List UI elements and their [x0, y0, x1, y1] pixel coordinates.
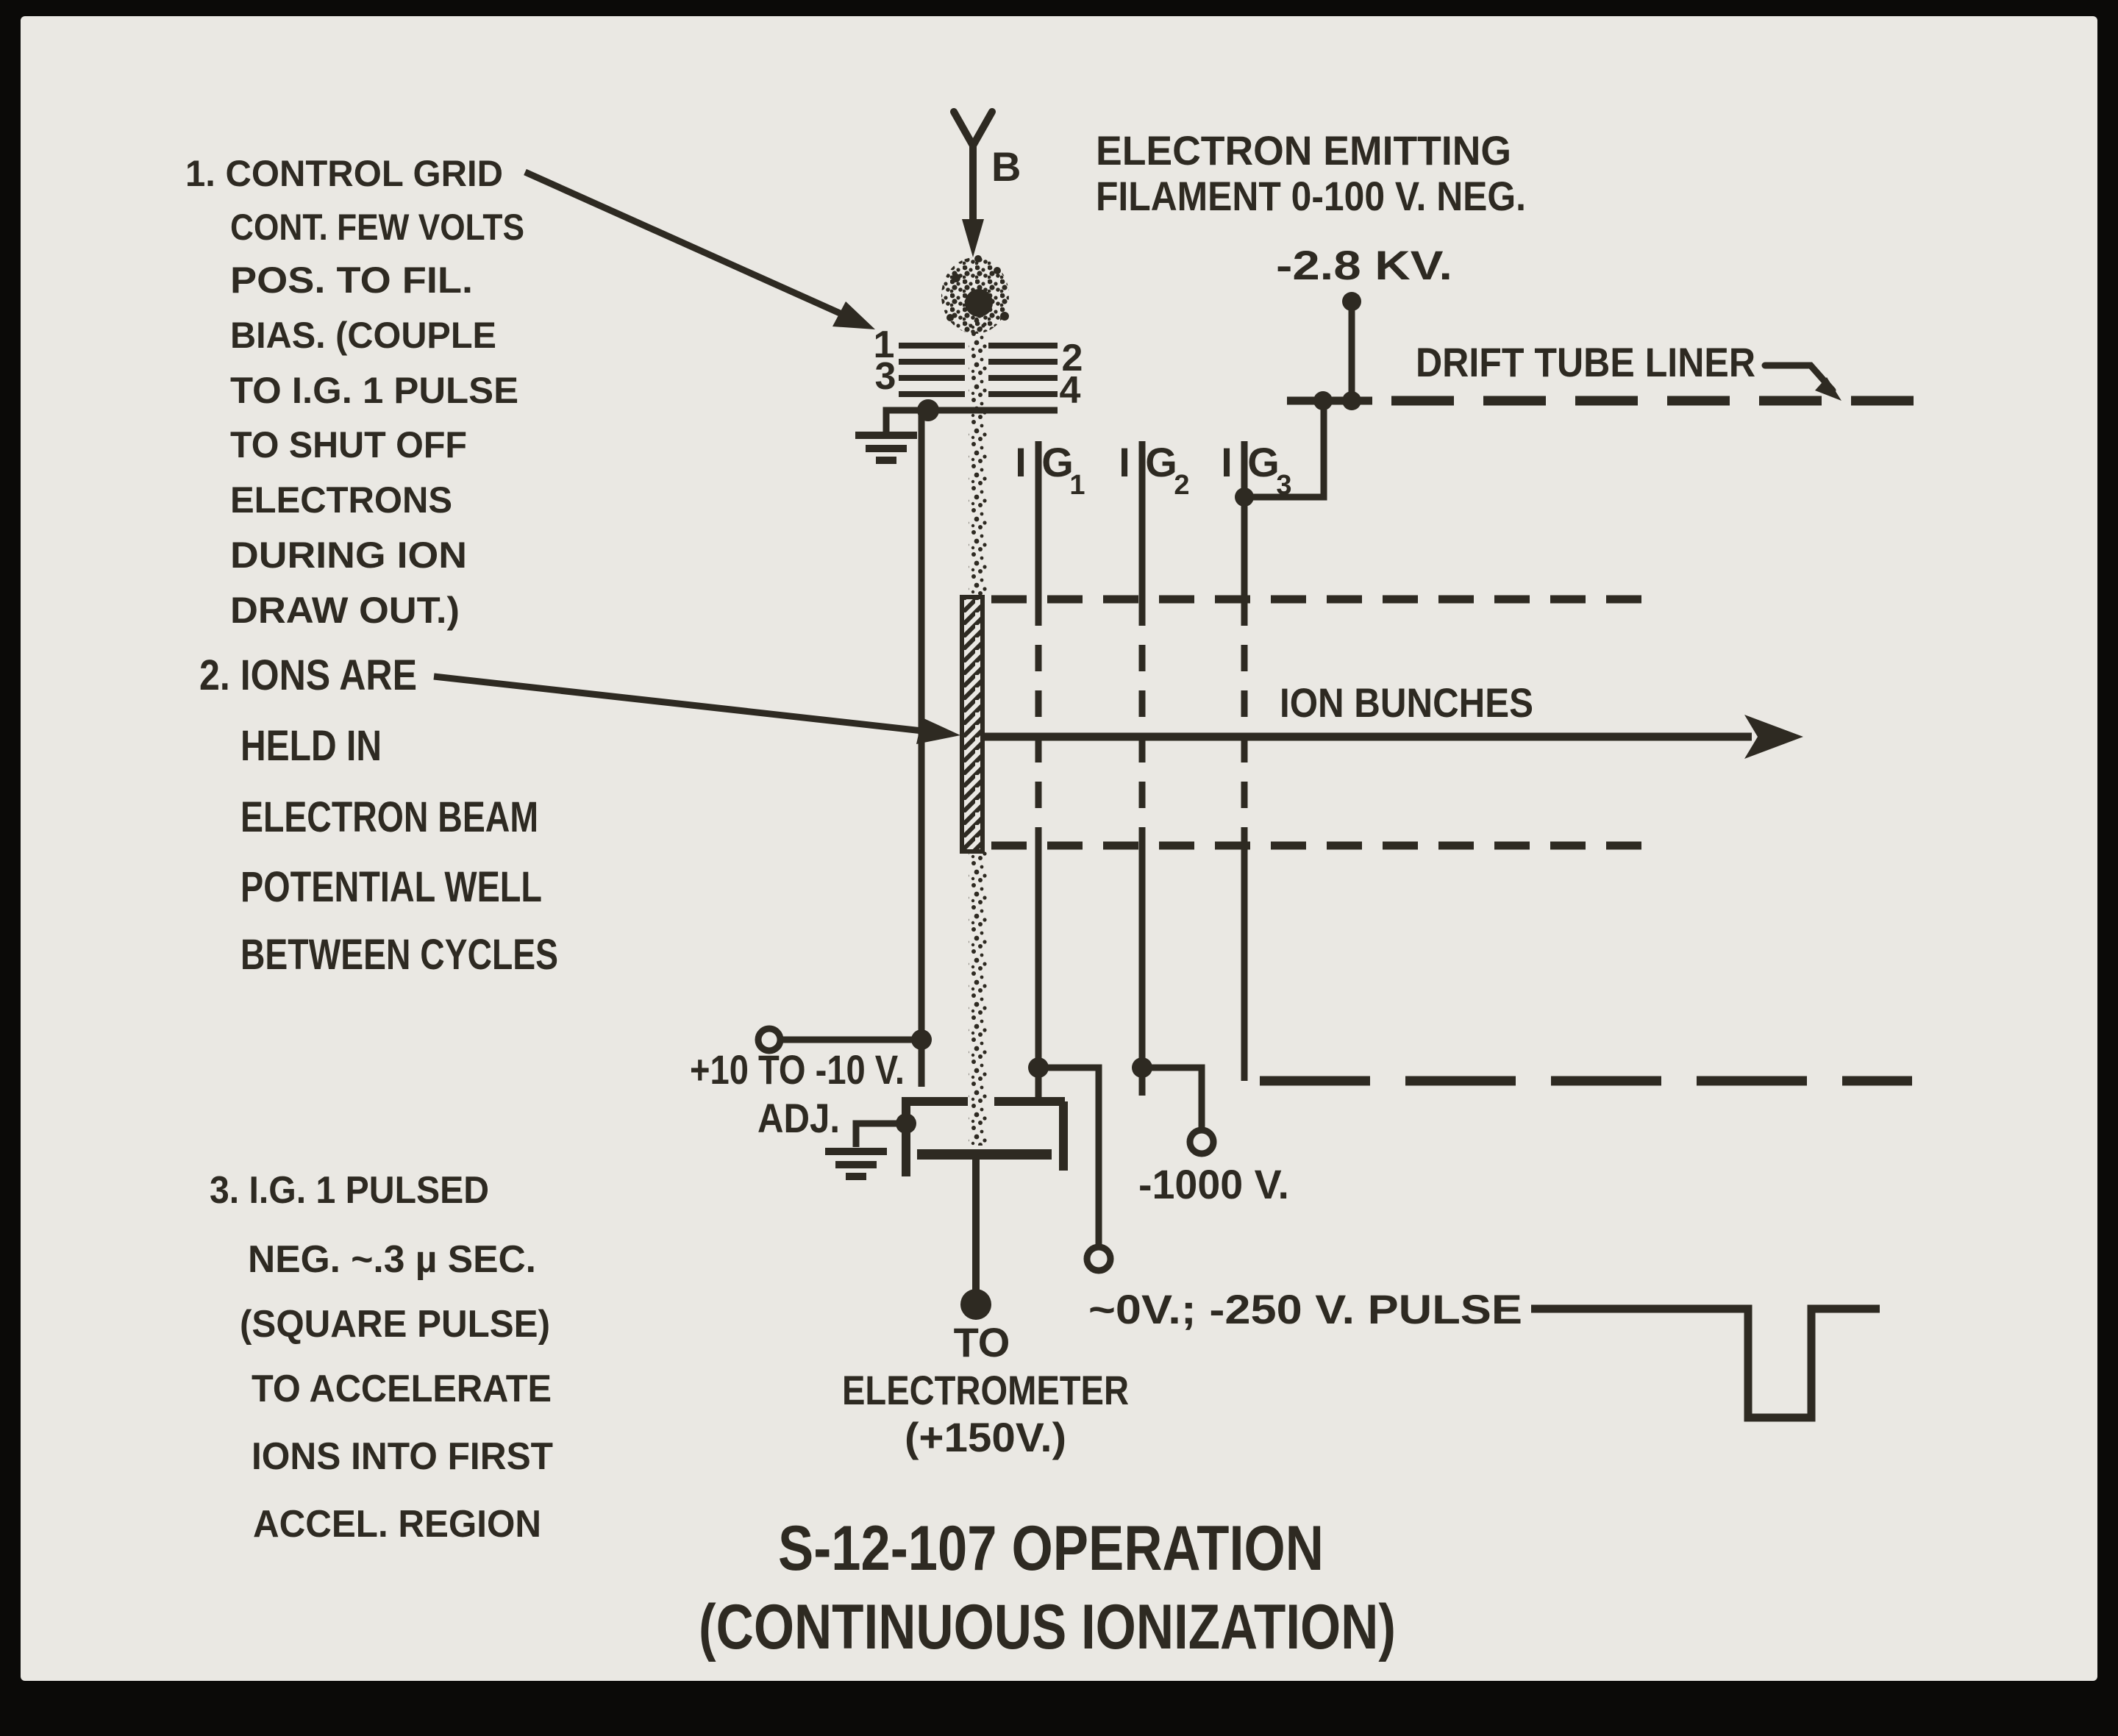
svg-text:(SQUARE PULSE): (SQUARE PULSE) [240, 1303, 550, 1346]
hv-supply-label: -2.8 KV. [1276, 242, 1452, 288]
svg-text:1: 1 [1069, 470, 1085, 501]
potential-well-bar [962, 597, 983, 851]
filament-label-line2: FILAMENT 0-100 V. NEG. [1096, 173, 1526, 219]
ig2-supply-terminal [1190, 1130, 1213, 1154]
diagram-title-line1: S-12-107 OPERATION [778, 1513, 1324, 1584]
svg-text:2. IONS ARE: 2. IONS ARE [199, 651, 417, 699]
svg-text:POS. TO FIL.: POS. TO FIL. [230, 260, 473, 301]
grid-number-1: 1 [873, 324, 895, 366]
electron-beam-upper [969, 316, 988, 597]
diagram-title-line2: (CONTINUOUS IONIZATION) [699, 1592, 1396, 1662]
svg-text:BIAS. (COUPLE: BIAS. (COUPLE [230, 315, 496, 356]
svg-text:TO SHUT OFF: TO SHUT OFF [230, 424, 467, 465]
adj-supply-label-line1: +10 TO -10 V. [690, 1046, 905, 1093]
svg-text:1. CONTROL GRID: 1. CONTROL GRID [185, 153, 503, 194]
svg-text:3: 3 [1276, 470, 1292, 501]
pulse-supply-label: ~0V.; -250 V. PULSE [1088, 1286, 1522, 1332]
grid-number-4: 4 [1059, 369, 1081, 412]
svg-text:G: G [1145, 439, 1177, 485]
svg-text:3. I.G. 1 PULSED: 3. I.G. 1 PULSED [210, 1169, 489, 1212]
svg-text:POTENTIAL WELL: POTENTIAL WELL [240, 863, 542, 911]
b-field-label: B [991, 143, 1021, 190]
electrometer-label-line3: (+150V.) [905, 1414, 1066, 1460]
drift-tube-liner-label: DRIFT TUBE LINER [1416, 339, 1755, 385]
filament-label-line1: ELECTRON EMITTING [1096, 127, 1511, 174]
grid-number-3: 3 [874, 355, 896, 398]
adj-supply-label-line2: ADJ. [757, 1095, 840, 1141]
electrometer-label-line2: ELECTROMETER [842, 1367, 1129, 1413]
svg-text:ACCEL. REGION: ACCEL. REGION [253, 1503, 541, 1546]
svg-text:TO I.G. 1 PULSE: TO I.G. 1 PULSE [230, 370, 518, 411]
svg-text:ELECTRONS: ELECTRONS [230, 479, 452, 521]
svg-text:I: I [1119, 439, 1130, 485]
electrometer-label-line1: TO [953, 1319, 1010, 1365]
ig1-pulse-terminal [1087, 1247, 1110, 1271]
svg-text:IONS INTO FIRST: IONS INTO FIRST [252, 1435, 554, 1478]
electrometer-terminal-dot [960, 1289, 991, 1320]
svg-text:DRAW OUT.): DRAW OUT.) [230, 590, 460, 631]
svg-text:G: G [1247, 439, 1280, 485]
svg-text:CONT. FEW VOLTS: CONT. FEW VOLTS [230, 207, 524, 248]
svg-text:NEG. ~.3 µ SEC.: NEG. ~.3 µ SEC. [248, 1238, 536, 1281]
neg-1000v-label: -1000 V. [1138, 1161, 1289, 1207]
ion-bunches-label: ION BUNCHES [1280, 679, 1533, 726]
svg-text:I: I [1221, 439, 1233, 485]
electron-beam-lower [969, 851, 988, 1146]
svg-text:2: 2 [1174, 470, 1190, 501]
svg-text:TO ACCELERATE: TO ACCELERATE [252, 1368, 552, 1410]
svg-text:G: G [1041, 439, 1074, 485]
svg-text:BETWEEN CYCLES: BETWEEN CYCLES [240, 931, 558, 979]
svg-text:ELECTRON BEAM: ELECTRON BEAM [240, 793, 538, 841]
svg-text:HELD IN: HELD IN [240, 722, 382, 770]
svg-text:DURING ION: DURING ION [230, 535, 467, 576]
grid-number-2: 2 [1061, 337, 1083, 379]
svg-text:I: I [1015, 439, 1027, 485]
